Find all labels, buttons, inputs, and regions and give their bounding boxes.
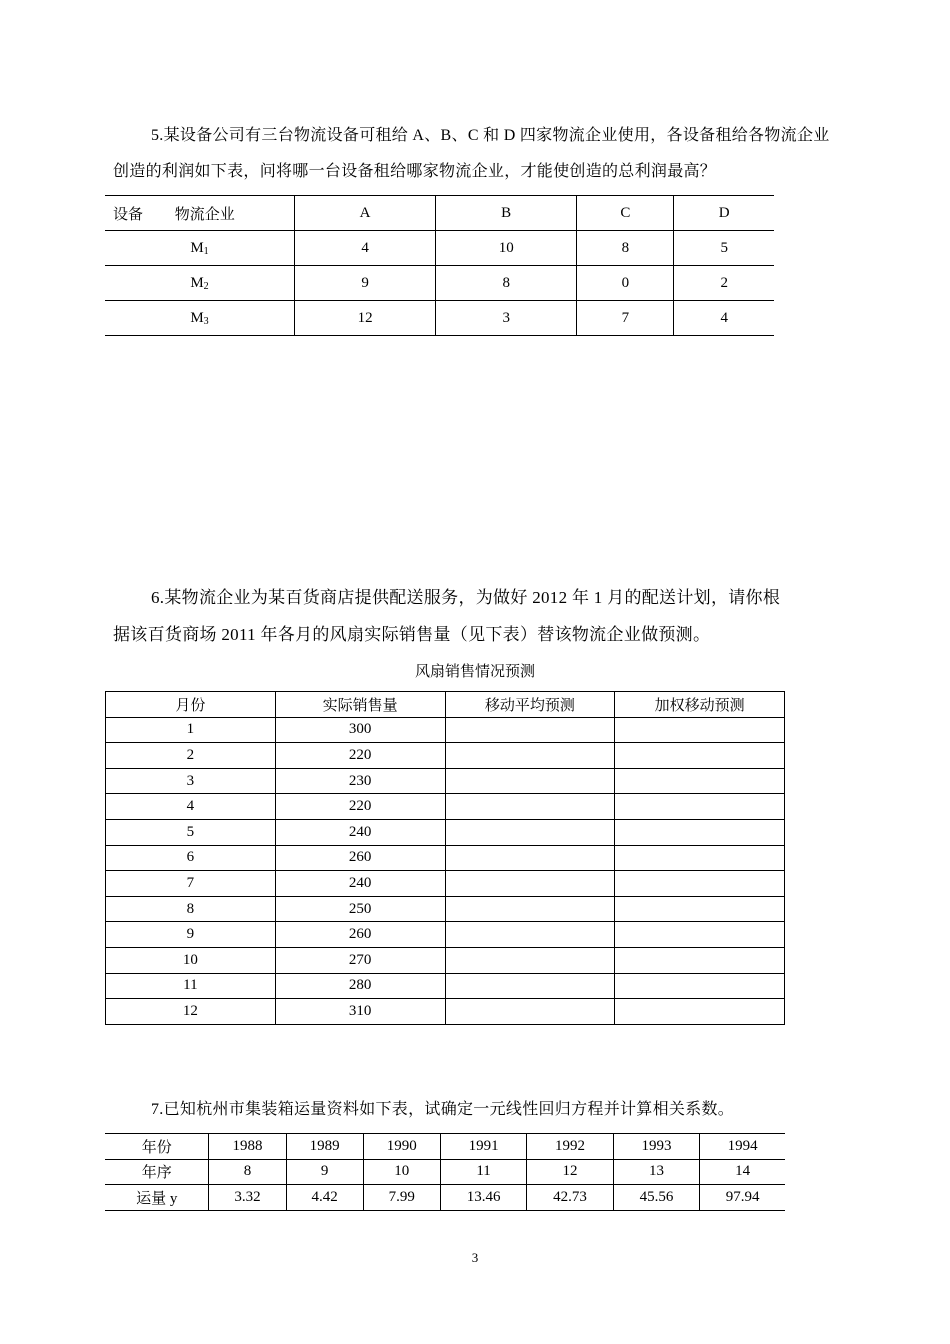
- table-row: [106, 871, 785, 897]
- question-6-text: [113, 580, 838, 616]
- table-cell: [615, 794, 785, 820]
- table-row: [106, 717, 785, 743]
- table-cell: 11: [440, 1159, 526, 1185]
- table-cell: [615, 947, 785, 973]
- table-cell: 3: [436, 301, 577, 336]
- table-cell: 12: [106, 999, 276, 1025]
- corner-header-cell: [105, 196, 295, 231]
- profit-table: [105, 195, 774, 336]
- table-row: [106, 922, 785, 948]
- row-label-subscript: 1: [203, 245, 209, 257]
- question-5-text: [113, 118, 838, 154]
- table-cell: [445, 819, 615, 845]
- table-cell: [445, 896, 615, 922]
- table-cell: 6: [106, 845, 276, 871]
- table-row: [105, 231, 774, 266]
- table-cell: 8: [577, 231, 674, 266]
- table-cell: 12: [527, 1159, 613, 1185]
- table-cell: 240: [275, 871, 445, 897]
- table-cell: 1994: [700, 1134, 785, 1160]
- table-cell: 1989: [286, 1134, 363, 1160]
- table-cell: [445, 871, 615, 897]
- table-cell: 1: [106, 717, 276, 743]
- table-cell: 310: [275, 999, 445, 1025]
- table-row: [106, 819, 785, 845]
- table-cell: 2: [674, 266, 774, 301]
- table-cell: 250: [275, 896, 445, 922]
- table-cell: 260: [275, 845, 445, 871]
- table-row: [105, 266, 774, 301]
- q5-line-1: 5.某设备公司有三台物流设备可租给 A、B、C 和 D 四家物流企业使用，各设备租给各物流企业: [151, 127, 830, 144]
- table-cell: 240: [275, 819, 445, 845]
- table-cell: [445, 845, 615, 871]
- table-cell: 1993: [613, 1134, 699, 1160]
- table-cell: [615, 768, 785, 794]
- table-cell: 4.42: [286, 1185, 363, 1211]
- table-cell: [445, 999, 615, 1025]
- table-cell: 230: [275, 768, 445, 794]
- row-label-text: M: [190, 309, 204, 326]
- table-cell: 270: [275, 947, 445, 973]
- row-header: 运量 y: [136, 1190, 178, 1207]
- column-header: C: [577, 196, 674, 231]
- table-cell: 1992: [527, 1134, 613, 1160]
- row-label-subscript: 3: [203, 315, 209, 327]
- row-label: [105, 301, 295, 336]
- table-cell: 9: [106, 922, 276, 948]
- table-row: [106, 768, 785, 794]
- table-cell: [445, 973, 615, 999]
- table-cell: [615, 922, 785, 948]
- table-cell: 13.46: [440, 1185, 526, 1211]
- table-cell: 10: [363, 1159, 440, 1185]
- table-cell: 8: [106, 896, 276, 922]
- row-label: [105, 231, 295, 266]
- table-cell: 13: [613, 1159, 699, 1185]
- table-cell: 4: [106, 794, 276, 820]
- column-header: 移动平均预测: [445, 692, 615, 718]
- table-cell: 5: [674, 231, 774, 266]
- table-cell: 10: [106, 947, 276, 973]
- table-row: [105, 301, 774, 336]
- table-cell: [615, 973, 785, 999]
- table-cell: 280: [275, 973, 445, 999]
- table-cell: 300: [275, 717, 445, 743]
- table-cell: 4: [674, 301, 774, 336]
- table-cell: [445, 717, 615, 743]
- table-cell: 260: [275, 922, 445, 948]
- table-cell: 2: [106, 743, 276, 769]
- table-cell: 8: [209, 1159, 286, 1185]
- table-cell: [445, 768, 615, 794]
- column-header: D: [674, 196, 774, 231]
- column-header: A: [295, 196, 436, 231]
- q5-line-2: 创造的利润如下表，问将哪一台设备租给哪家物流企业，才能使创造的总利润最高？: [113, 163, 717, 180]
- table-cell: 220: [275, 794, 445, 820]
- page-number: 3: [471, 1250, 479, 1265]
- q6-line-1: 6.某物流企业为某百货商店提供配送服务，为做好 2012 年 1 月的配送计划，请你根: [151, 588, 781, 607]
- row-label-text: M: [190, 274, 204, 291]
- table-cell: 3.32: [209, 1185, 286, 1211]
- table-cell: 7: [106, 871, 276, 897]
- table-row: [106, 794, 785, 820]
- row-label-text: M: [190, 239, 204, 256]
- table-cell: 9: [286, 1159, 363, 1185]
- corner-label-enterprise: 物流企业: [174, 206, 235, 223]
- table-cell: 42.73: [527, 1185, 613, 1211]
- table-row: [105, 1185, 785, 1211]
- table-cell: [615, 717, 785, 743]
- row-label-subscript: 2: [203, 280, 209, 292]
- column-header: 月份: [106, 692, 276, 718]
- corner-label-device: 设备: [113, 206, 144, 223]
- question-7-text: [113, 1092, 838, 1128]
- table-cell: [445, 947, 615, 973]
- q7-line-1: 7.已知杭州市集装箱运量资料如下表，试确定一元线性回归方程并计算相关系数。: [151, 1101, 735, 1118]
- table-header-row: [106, 692, 785, 718]
- column-header: 加权移动预测: [615, 692, 785, 718]
- container-volume-table: [105, 1133, 785, 1211]
- table-cell: 220: [275, 743, 445, 769]
- table-cell: 97.94: [700, 1185, 785, 1211]
- table-cell: [615, 819, 785, 845]
- table-cell: 11: [106, 973, 276, 999]
- table-cell: 3: [106, 768, 276, 794]
- table-row: [105, 1134, 785, 1160]
- table-cell: 1991: [440, 1134, 526, 1160]
- row-label: [105, 266, 295, 301]
- table-cell: [445, 794, 615, 820]
- table-cell: [615, 743, 785, 769]
- fan-sales-table: [105, 691, 785, 1025]
- table-cell: 8: [436, 266, 577, 301]
- table-cell: 1990: [363, 1134, 440, 1160]
- table-row: [106, 999, 785, 1025]
- q6-line-2: 据该百货商场 2011 年各月的风扇实际销售量（见下表）替该物流企业做预测。: [113, 625, 711, 644]
- row-header: 年序: [105, 1159, 209, 1185]
- table-cell: 7: [577, 301, 674, 336]
- question-5-text-cont: [113, 154, 838, 190]
- table-row: [106, 743, 785, 769]
- table-row: [106, 896, 785, 922]
- table-cell: 4: [295, 231, 436, 266]
- table-cell: 14: [700, 1159, 785, 1185]
- question-6-text-cont: [113, 617, 838, 653]
- table-cell: [615, 999, 785, 1025]
- column-header: B: [436, 196, 577, 231]
- table-cell: 0: [577, 266, 674, 301]
- table-row: [106, 845, 785, 871]
- table-cell: [615, 896, 785, 922]
- table-cell: [615, 845, 785, 871]
- table-row: [106, 947, 785, 973]
- table-cell: 9: [295, 266, 436, 301]
- table-cell: [445, 922, 615, 948]
- row-header: 年份: [105, 1134, 209, 1160]
- table-row: [106, 973, 785, 999]
- table-cell: 7.99: [363, 1185, 440, 1211]
- table-cell: [615, 871, 785, 897]
- table-header-row: [105, 196, 774, 231]
- table-caption: 风扇销售情况预测: [414, 664, 535, 680]
- table-cell: 10: [436, 231, 577, 266]
- table-cell: [445, 743, 615, 769]
- column-header: 实际销售量: [275, 692, 445, 718]
- table-cell: 12: [295, 301, 436, 336]
- table-row: [105, 1159, 785, 1185]
- table-cell: 45.56: [613, 1185, 699, 1211]
- table-cell: 1988: [209, 1134, 286, 1160]
- table-cell: 5: [106, 819, 276, 845]
